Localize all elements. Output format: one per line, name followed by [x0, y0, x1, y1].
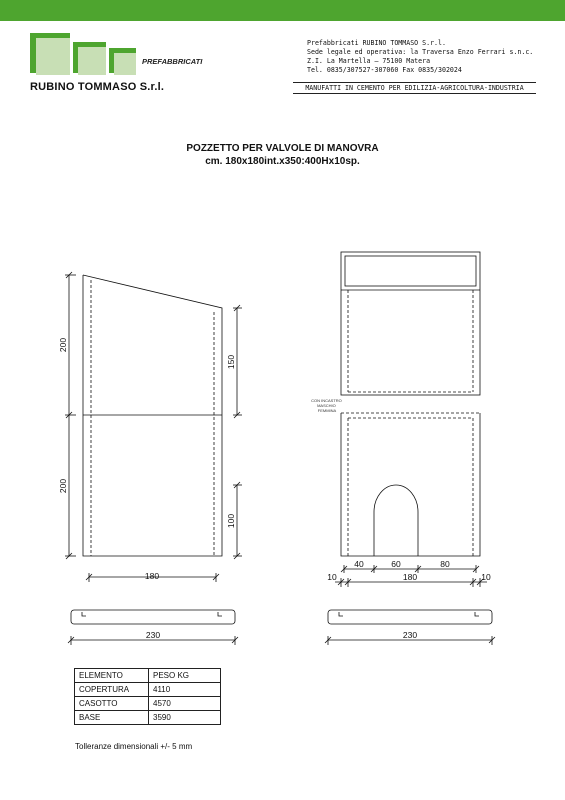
joint-note: CON INCASTRO MASCHIO FEMMINA	[311, 398, 342, 413]
table-header-row	[75, 669, 221, 683]
table-cell: BASE	[75, 711, 149, 725]
front-body-view	[341, 413, 480, 556]
dim-base-right: 230	[402, 630, 418, 640]
dim-left-upper: 200	[58, 337, 68, 353]
dim-opening-right: 80	[440, 559, 450, 569]
table-header-cell: PESO KG	[149, 669, 221, 683]
brand-subtitle: PREFABBRICATI	[142, 57, 203, 66]
dim-opening-left: 40	[354, 559, 364, 569]
weights-table	[74, 668, 221, 725]
contact-line: Sede legale ed operativa: la Traversa Enzo Ferrari s.n.c.	[307, 48, 534, 56]
dim-base-left: 230	[145, 630, 161, 640]
table-cell: 4110	[149, 683, 221, 697]
company-tagline: MANUFATTI IN CEMENTO PER EDILIZIA-AGRICOLTURA-INDUSTRIA	[293, 82, 536, 94]
table-cell: 3590	[149, 711, 221, 725]
dim-right-upper: 150	[226, 354, 236, 370]
dim-width-left: 180	[144, 571, 160, 581]
front-cover-view	[341, 252, 480, 395]
table-cell: 4570	[149, 697, 221, 711]
contact-line: Z.I. La Martella — 75100 Matera	[307, 57, 431, 65]
company-name: RUBINO TOMMASO S.r.l.	[30, 81, 165, 93]
tolerance-note: Tolleranze dimensionali +/- 5 mm	[75, 742, 193, 751]
drawing-subtitle: cm. 180x180int.x350:400Hx10sp.	[205, 156, 360, 167]
contact-line: Tel. 0835/307527-307060 Fax 0835/302024	[307, 66, 462, 74]
dim-width-right: 180	[402, 572, 418, 582]
table-cell: COPERTURA	[75, 683, 149, 697]
table-cell: CASOTTO	[75, 697, 149, 711]
table-row	[75, 711, 221, 725]
right-base-plate	[328, 610, 492, 624]
left-base-plate	[71, 610, 235, 624]
drawing-title: POZZETTO PER VALVOLE DI MANOVRA	[186, 143, 379, 154]
dim-left-lower: 200	[58, 478, 68, 494]
left-vertical-dimension	[65, 272, 76, 559]
side-section-view	[83, 275, 222, 556]
dim-opening-width: 60	[391, 559, 401, 569]
contact-line: Prefabbricati RUBINO TOMMASO S.r.l.	[307, 39, 446, 47]
dim-wall-left: 10	[327, 572, 337, 582]
table-header-cell: ELEMENTO	[75, 669, 149, 683]
table-row	[75, 697, 221, 711]
dim-right-lower: 100	[226, 513, 236, 529]
dim-wall-right: 10	[481, 572, 491, 582]
table-row	[75, 683, 221, 697]
